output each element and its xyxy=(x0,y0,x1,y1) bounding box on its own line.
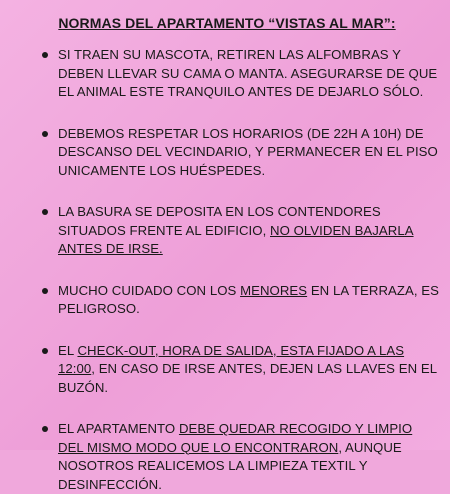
rule-pets xyxy=(14,46,440,102)
rule-text: SI TRAEN SU MASCOTA, RETIREN LAS ALFOMBRAS Y DEBEN LLEVAR SU CAMA O MANTA. ASEGURARSE DE QUE EL ANIMAL ESTE TRANQUILO ANTES DE DEJARLO SÓLO. xyxy=(58,47,438,99)
rule-quiet-hours xyxy=(14,125,440,181)
rule-text: EN LA TERRAZA, ES PELIGROSO. xyxy=(58,282,439,316)
bullet-icon xyxy=(42,348,48,354)
rule-cleaning xyxy=(14,420,440,494)
rule-text: , EN CASO DE IRSE ANTES, DEJEN LAS LLAVES EN EL BUZÓN. xyxy=(58,361,437,395)
rule-text: , AUNQUE NOSOTROS REALICEMOS LA LIMPIEZA TEXTIL Y DESINFECCIÓN. xyxy=(58,439,402,492)
bullet-icon xyxy=(42,131,48,137)
rule-text-underlined: NO OLVIDEN BAJARLA ANTES DE IRSE. xyxy=(58,222,414,256)
rule-text: EL xyxy=(58,342,78,358)
bullet-icon xyxy=(42,426,48,432)
rule-checkout xyxy=(14,342,440,398)
notice-title: NORMAS DEL APARTAMENTO “VISTAS AL MAR”: xyxy=(58,15,396,31)
bullet-icon xyxy=(42,288,48,294)
rule-garbage xyxy=(14,203,440,259)
rule-text-underlined: DEBE QUEDAR RECOGIDO Y LIMPIO DEL MISMO MODO QUE LO ENCONTRARON xyxy=(58,421,413,455)
rule-text: DEBEMOS RESPETAR LOS HORARIOS (DE 22H A 10H) DE DESCANSO DEL VECINDARIO, Y PERMANECER EN EL PISO UNICAMENTE LOS HUÉSPEDES. xyxy=(58,125,438,178)
bullet-icon xyxy=(42,52,48,58)
rule-text-underlined: MENORES xyxy=(240,282,308,298)
rule-text: LA BASURA SE DEPOSITA EN LOS CONTENDORES SITUADOS FRENTE AL EDIFICIO, xyxy=(58,204,381,238)
rule-text: MUCHO CUIDADO CON LOS xyxy=(58,282,241,298)
rules-list xyxy=(14,46,440,494)
rule-text: EL APARTAMENTO xyxy=(58,421,179,436)
rule-text-underlined: CHECK-OUT, HORA DE SALIDA, ESTA FIJADO A LAS 12:00 xyxy=(58,342,405,376)
rule-children xyxy=(14,282,440,319)
bullet-icon xyxy=(42,209,48,215)
